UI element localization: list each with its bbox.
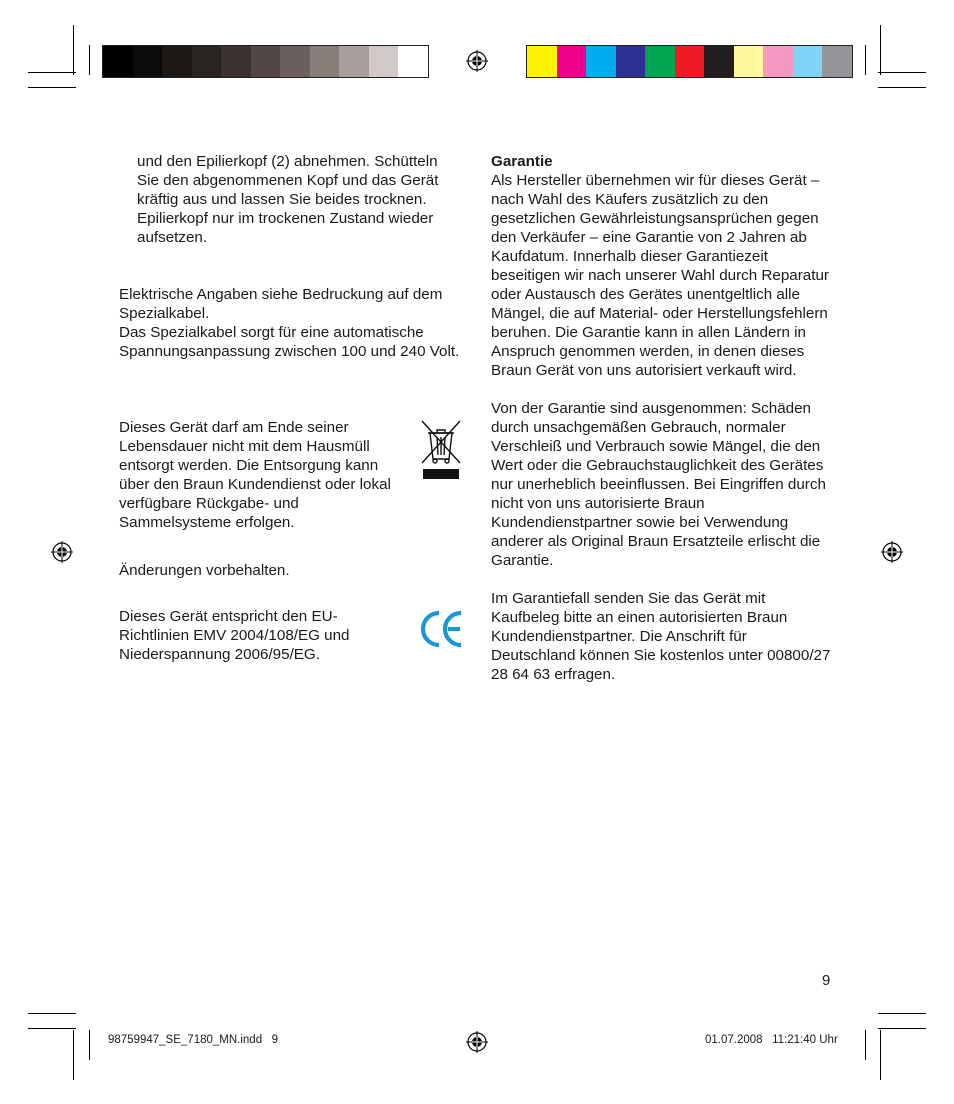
cleaning-instructions <box>137 152 447 247</box>
page-number: 9 <box>822 972 831 989</box>
registration-mark-icon <box>881 541 903 563</box>
ce-text: Dieses Gerät entspricht den EU-Richtlinien EMV 2004/108/EG und Niederspannung 2006/95/EG. <box>119 608 350 663</box>
crop-mark <box>878 87 926 88</box>
color-swatch <box>103 46 133 77</box>
electrical-text-1: Elektrische Angaben siehe Bedruckung auf dem Spezialkabel. <box>119 286 443 322</box>
changes-info <box>119 561 419 580</box>
crop-mark <box>89 1030 90 1060</box>
crop-mark <box>880 25 881 75</box>
color-swatch <box>557 46 587 77</box>
disposal-text: Dieses Gerät darf am Ende seiner Lebensdauer nicht mit dem Hausmüll entsorgt werden. Die Entsorgung kann über den Braun Kundendienst oder lokal verfügbare Rückgabe- und Sammelsysteme erfolgen. <box>119 419 391 531</box>
warranty-paragraph-2: Von der Garantie sind ausgenommen: Schäden durch unsachgemäßen Gebrauch, normaler Verschleiß und Verbrauch sowie Mängel, die den Wert oder die Gebrauchstauglichkeit des Gerätes nur unerheblich beeinflussen. Bei Eingriffen durch nicht von uns autorisierte Braun Kundendienstpartner sowie bei Verwendung anderer als Original Braun Ersatzteile erlischt die Garantie. <box>491 400 826 569</box>
crop-mark <box>878 1013 926 1014</box>
color-swatch <box>310 46 340 77</box>
slug-filename: 98759947_SE_7180_MN.indd 9 <box>108 1034 279 1046</box>
crop-mark <box>880 1030 881 1080</box>
color-swatch <box>192 46 222 77</box>
crop-mark <box>89 45 90 75</box>
slug-timestamp: 01.07.2008 11:21:40 Uhr <box>705 1034 838 1046</box>
ce-mark-icon <box>418 608 464 650</box>
crop-mark <box>878 1028 926 1029</box>
color-swatch <box>616 46 646 77</box>
crop-mark <box>28 1013 76 1014</box>
electrical-info <box>119 285 464 361</box>
color-swatch <box>280 46 310 77</box>
warranty-section <box>491 152 831 684</box>
color-swatch <box>527 46 557 77</box>
registration-mark-icon <box>51 541 73 563</box>
color-swatch <box>133 46 163 77</box>
color-swatch <box>704 46 734 77</box>
warranty-paragraph-1: Als Hersteller übernehmen wir für dieses Gerät – nach Wahl des Käufers zusätzlich zu den gesetzlichen Gewährleistungsansprüchen gegen den Verkäufer – eine Garantie von 2 Jahren ab Kaufdatum. Innerhalb dieser Garantiezeit beseitigen wir nach unserer Wahl durch Reparatur oder Austausch des Gerätes unentgeltlich alle Mängel, die auf Material- oder Herstellungsfehlern beruhen. Die Garantie kann in allen Ländern in Anspruch genommen werden, in denen dieses Braun Gerät von uns autorisiert verkauft wird. <box>491 172 829 379</box>
crop-mark <box>28 87 76 88</box>
crop-mark <box>28 72 76 73</box>
crop-mark <box>878 72 926 73</box>
color-swatch <box>162 46 192 77</box>
electrical-text-2: Das Spezialkabel sorgt für eine automatische Spannungsanpassung zwischen 100 und 240 Volt. <box>119 324 460 360</box>
ce-info <box>119 607 399 664</box>
color-swatch <box>221 46 251 77</box>
crop-mark <box>865 45 866 75</box>
crop-mark <box>28 1028 76 1029</box>
color-swatch <box>734 46 764 77</box>
crop-mark <box>73 1030 74 1080</box>
color-swatch <box>339 46 369 77</box>
crop-mark <box>865 1030 866 1060</box>
color-swatch <box>822 46 852 77</box>
grayscale-color-bar <box>102 45 429 78</box>
warranty-heading: Garantie <box>491 153 553 170</box>
color-swatch <box>369 46 399 77</box>
color-swatch <box>793 46 823 77</box>
color-swatch <box>675 46 705 77</box>
color-swatch <box>763 46 793 77</box>
color-swatch <box>251 46 281 77</box>
color-swatch <box>398 46 428 77</box>
changes-text: Änderungen vorbehalten. <box>119 562 290 579</box>
color-swatch <box>645 46 675 77</box>
color-swatch <box>586 46 616 77</box>
crossed-bin-icon <box>420 419 462 481</box>
registration-mark-icon <box>466 50 488 72</box>
disposal-info <box>119 418 411 532</box>
crop-mark <box>73 25 74 75</box>
warranty-paragraph-3: Im Garantiefall senden Sie das Gerät mit Kaufbeleg bitte an einen autorisierten Braun Kundendienstpartner. Die Anschrift für Deutschland können Sie kostenlos unter 00800/27 28 64 63 erfragen. <box>491 590 831 683</box>
cleaning-text: und den Epilierkopf (2) abnehmen. Schütteln Sie den abgenommenen Kopf und das Gerät kräftig aus und lassen Sie beides trocknen. Epilierkopf nur im trockenen Zustand wieder aufsetzen. <box>137 153 439 246</box>
process-color-bar <box>526 45 853 78</box>
registration-mark-icon <box>466 1031 488 1053</box>
